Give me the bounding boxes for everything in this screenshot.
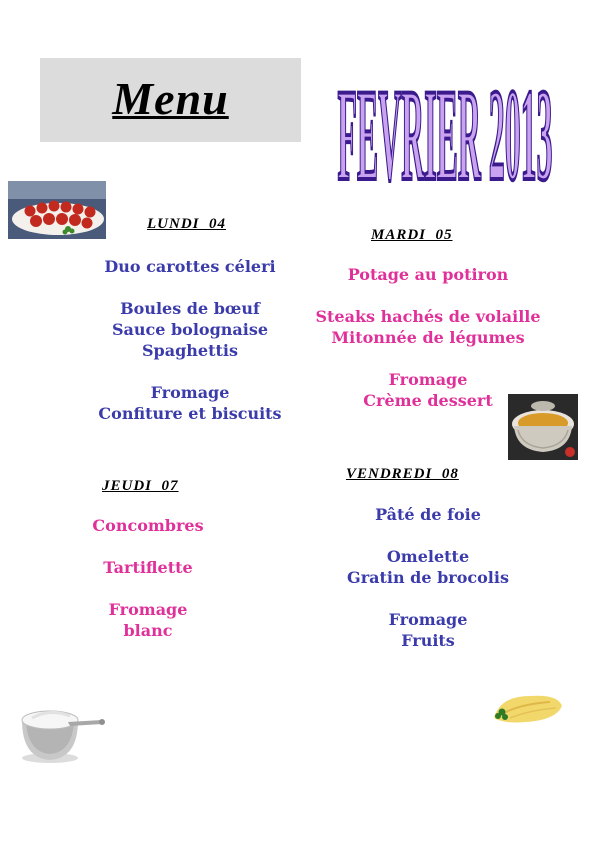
menu-thursday (48, 515, 248, 641)
monday-starter: Duo carottes céleri (104, 257, 276, 276)
day-label-thursday: JEUDI 07 (102, 478, 179, 494)
friday-dessert-1: Fromage (388, 610, 468, 629)
thursday-main-1: Tartiflette (103, 558, 193, 577)
menu-title-box (40, 58, 301, 142)
month-heading (328, 62, 563, 230)
menu-tuesday (293, 264, 563, 411)
thursday-dessert-2: blanc (123, 621, 173, 640)
soup-bowl-photo (508, 394, 578, 460)
day-label-friday: VENDREDI 08 (346, 466, 459, 482)
tuesday-main-1: Steaks hachés de volaille (315, 307, 541, 326)
menu-title: Menu (112, 73, 229, 124)
friday-main-2: Gratin de brocolis (347, 568, 509, 587)
menu-friday (313, 504, 543, 651)
tuesday-main-2: Mitonnée de légumes (331, 328, 525, 347)
thursday-starter: Concombres (92, 516, 204, 535)
month-heading-text: FEVRIER 2013 (337, 62, 553, 209)
tuesday-dessert-1: Fromage (388, 370, 468, 389)
tuesday-starter: Potage au potiron (347, 265, 509, 284)
friday-starter: Pâté de foie (375, 505, 481, 524)
day-label-monday: LUNDI 04 (147, 216, 226, 232)
day-label-tuesday: MARDI 05 (371, 227, 453, 243)
monday-dessert-1: Fromage (150, 383, 230, 402)
tuesday-dessert-2: Crème dessert (363, 391, 493, 410)
monday-main-3: Spaghettis (142, 341, 238, 360)
yogurt-pot-photo (18, 700, 106, 764)
friday-main-1: Omelette (386, 547, 470, 566)
thursday-dessert-1: Fromage (108, 600, 188, 619)
omelette-photo (490, 690, 566, 726)
monday-main-1: Boules de bœuf (120, 299, 260, 318)
monday-dessert-2: Confiture et biscuits (98, 404, 282, 423)
monday-main-2: Sauce bolognaise (111, 320, 269, 339)
meatballs-photo (8, 181, 106, 239)
friday-dessert-2: Fruits (401, 631, 455, 650)
